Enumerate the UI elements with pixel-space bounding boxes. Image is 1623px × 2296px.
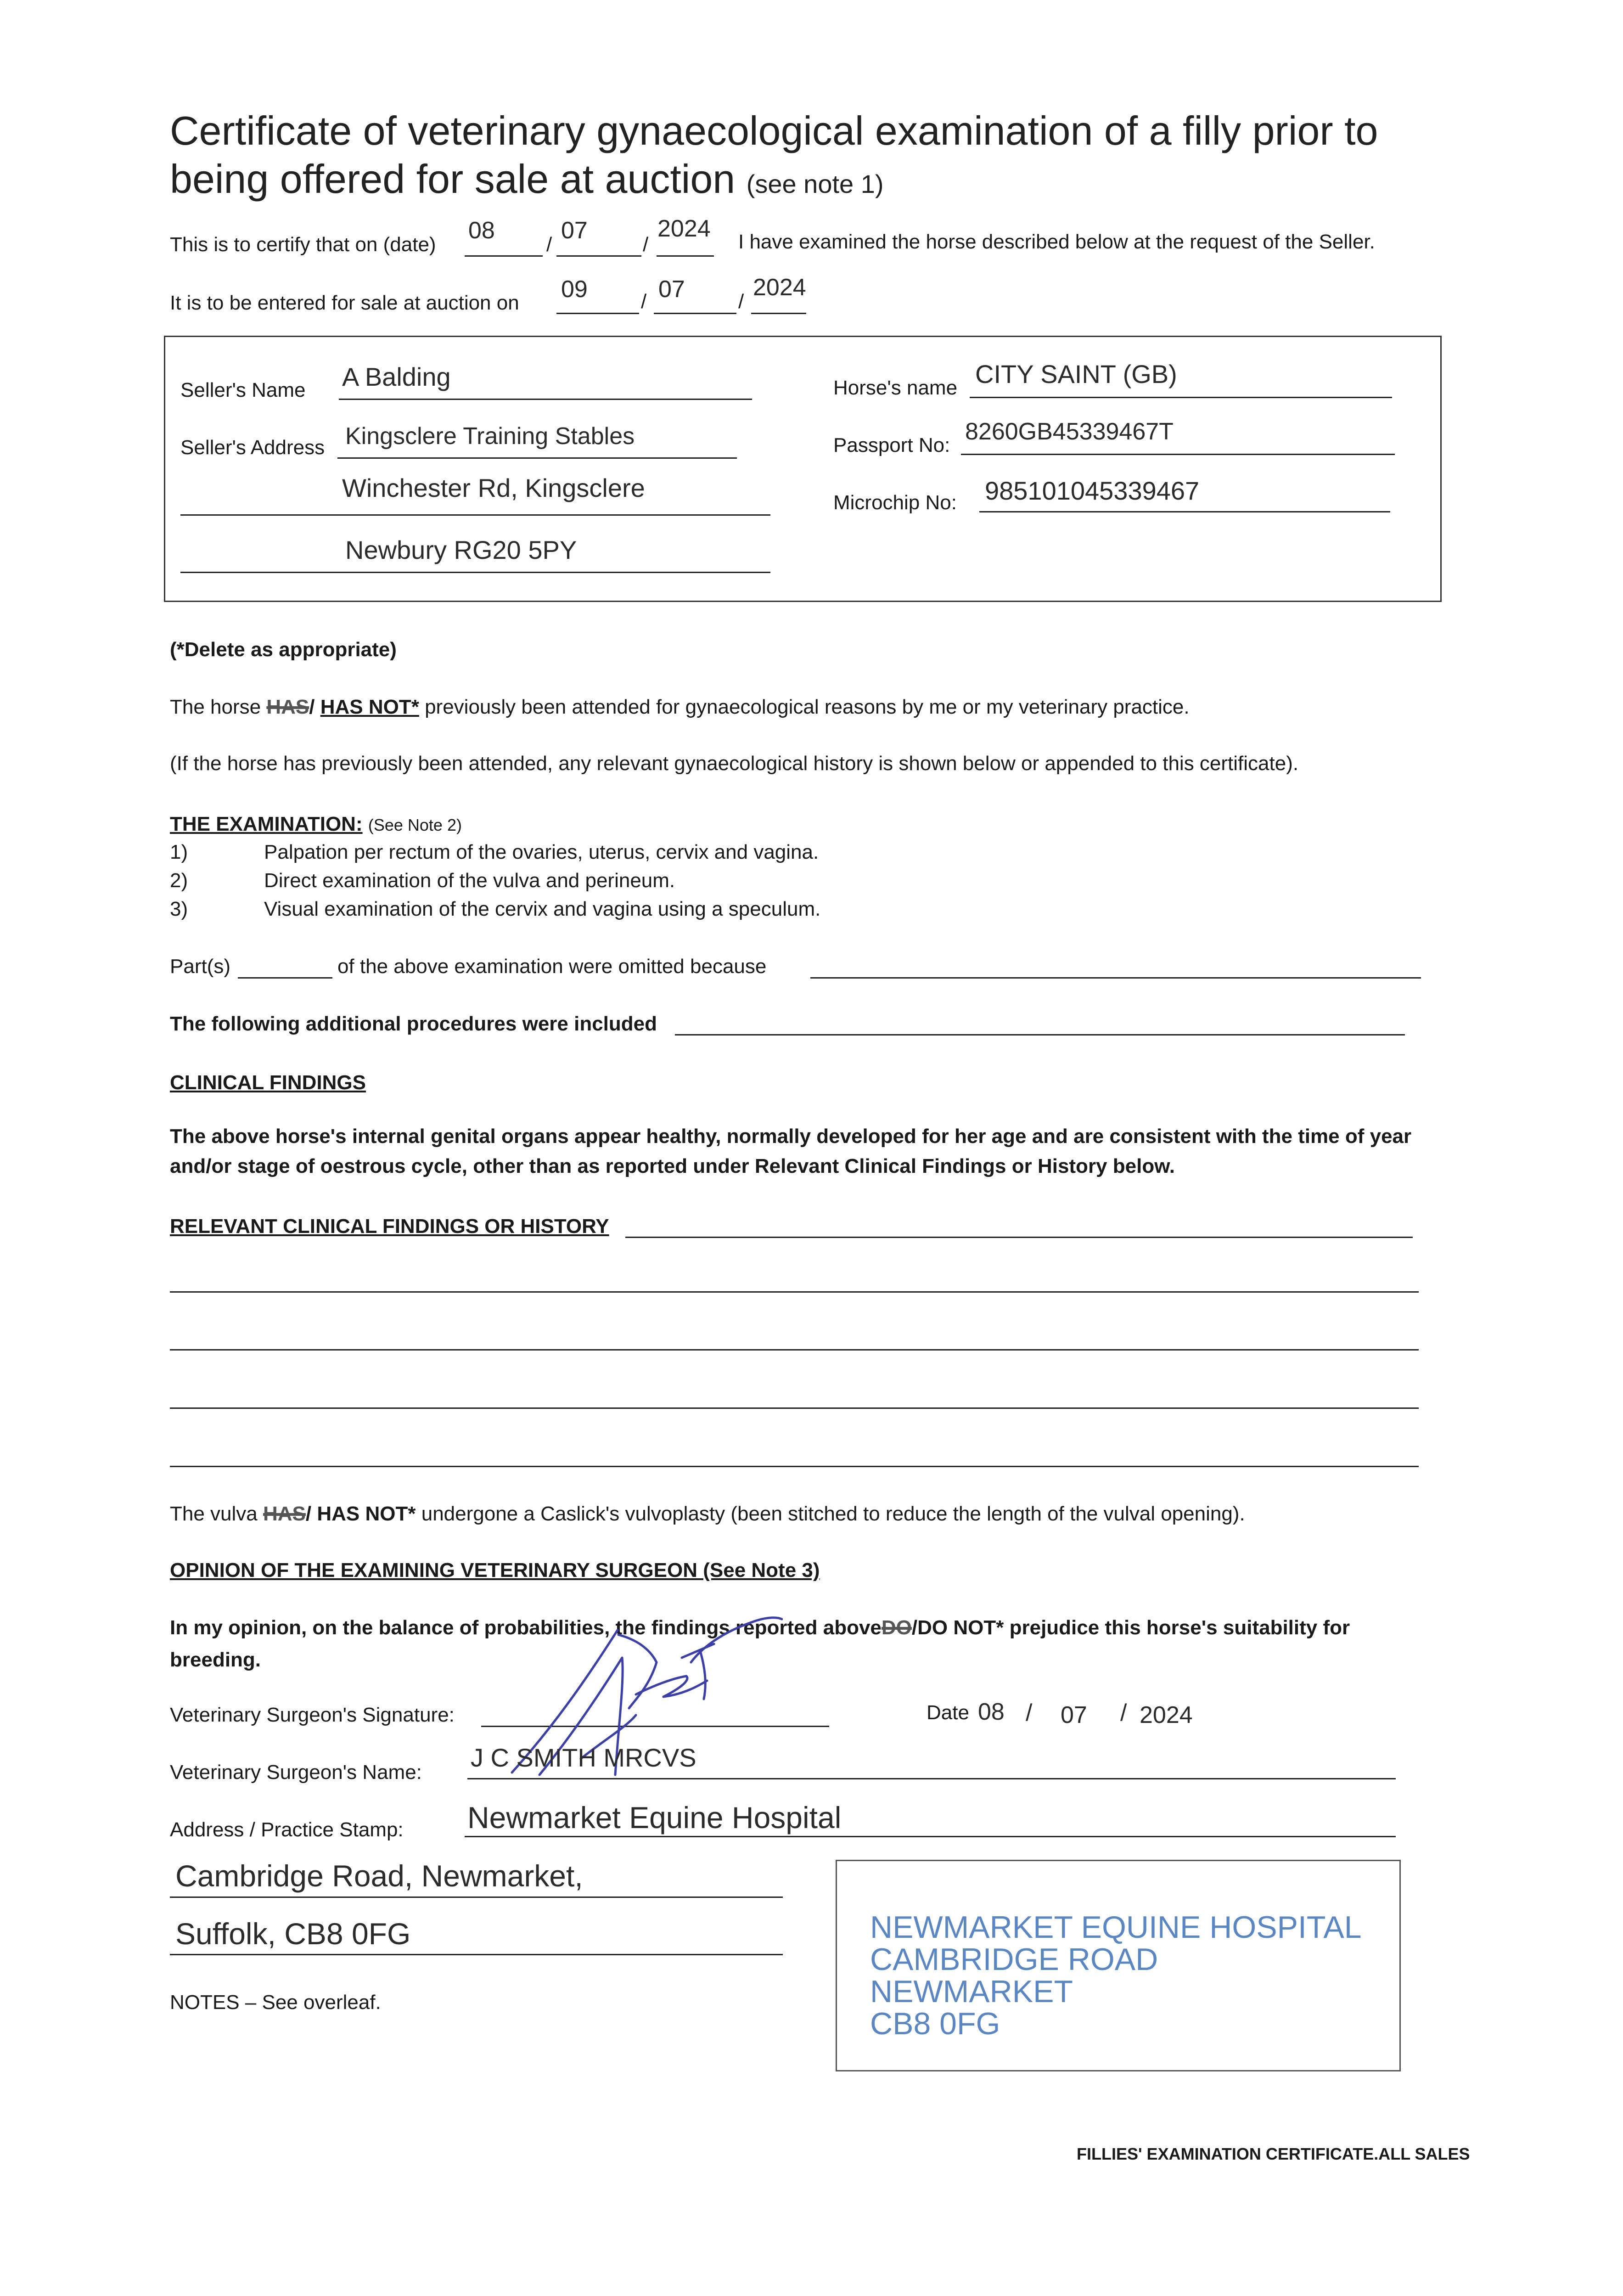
vulva-selected-option: HAS NOT*	[317, 1503, 416, 1525]
seller-address-line-3[interactable]: Newbury RG20 5PY	[345, 535, 577, 564]
microchip-number[interactable]: 985101045339467	[985, 476, 1200, 505]
additional-procedures-field[interactable]	[675, 1034, 1405, 1035]
stamp-line-1: NEWMARKET EQUINE HOSPITAL	[870, 1910, 1362, 1945]
date-day[interactable]: 08	[978, 1699, 1005, 1725]
practice-name[interactable]: Newmarket Equine Hospital	[467, 1801, 842, 1835]
seller-address-line-2[interactable]: Winchester Rd, Kingsclere	[342, 473, 645, 502]
signature-label: Veterinary Surgeon's Signature:	[170, 1704, 455, 1726]
history-note: (If the horse has previously been attended, any relevant gynaecological history is shown below or appended to this certificate).	[170, 752, 1299, 775]
opinion-line-2: breeding.	[170, 1649, 261, 1671]
vulva-suffix: undergone a Caslick's vulvoplasty (been stitched to reduce the length of the vulval opening).	[421, 1503, 1245, 1525]
examination-heading: THE EXAMINATION:	[170, 813, 363, 835]
stamp-line-4: CB8 0FG	[870, 2006, 1000, 2041]
attended-prefix: The horse	[170, 696, 261, 718]
passport-label: Passport No:	[833, 434, 950, 456]
auction-sep-1: /	[641, 290, 647, 313]
address-label: Address / Practice Stamp:	[170, 1818, 404, 1841]
passport-number[interactable]: 8260GB45339467T	[965, 418, 1174, 445]
footer-text: FILLIES' EXAMINATION CERTIFICATE.ALL SALES	[1077, 2144, 1470, 2163]
opinion-slash: /	[911, 1616, 918, 1639]
opinion-suffix: prejudice this horse's suitability for	[1009, 1616, 1350, 1639]
opinion-heading: OPINION OF THE EXAMINING VETERINARY SURGEON (See Note 3)	[170, 1559, 820, 1581]
omitted-prefix: Part(s)	[170, 955, 230, 978]
exam-item-text-2: Direct examination of the vulva and perineum.	[264, 869, 675, 892]
relevant-findings-field-1[interactable]	[625, 1237, 1413, 1238]
examination-note: (See Note 2)	[368, 816, 462, 834]
title-line-1: Certificate of veterinary gynaecological examination of a filly prior to	[170, 108, 1378, 153]
seller-name-label: Seller's Name	[180, 379, 306, 401]
certify-sep-2: /	[643, 233, 649, 256]
omitted-parts-field[interactable]	[238, 977, 332, 979]
exam-item-num-2: 2)	[170, 869, 188, 892]
opinion-prefix: In my opinion, on the balance of probabilities, the findings reported above	[170, 1616, 882, 1639]
horse-name-label: Horse's name	[833, 377, 958, 399]
opinion-struck-option: DO	[881, 1616, 912, 1639]
seller-address-line-1[interactable]: Kingsclere Training Stables	[345, 423, 635, 450]
exam-item-num-1: 1)	[170, 841, 188, 863]
exam-item-text-3: Visual examination of the cervix and vagina using a speculum.	[264, 898, 821, 920]
date-month[interactable]: 07	[1061, 1702, 1087, 1728]
examination-heading-row	[170, 813, 462, 836]
vulva-slash: /	[305, 1503, 312, 1525]
certify-year[interactable]: 2024	[657, 215, 711, 242]
clinical-text-line-1: The above horse's internal genital organs appear healthy, normally developed for her age and are consistent with the time of year	[170, 1125, 1412, 1148]
certify-day[interactable]: 08	[468, 217, 495, 244]
vulva-prefix: The vulva	[170, 1503, 258, 1525]
exam-item-text-1: Palpation per rectum of the ovaries, uterus, cervix and vagina.	[264, 841, 819, 863]
clinical-findings-heading: CLINICAL FINDINGS	[170, 1071, 366, 1094]
additional-procedures-label: The following additional procedures were included	[170, 1013, 657, 1035]
microchip-label: Microchip No:	[833, 491, 957, 514]
seller-name[interactable]: A Balding	[342, 362, 451, 391]
attended-suffix: previously been attended for gynaecological reasons by me or my veterinary practice.	[425, 696, 1190, 718]
clinical-text-line-2: and/or stage of oestrous cycle, other than as reported under Relevant Clinical Findings or History below.	[170, 1155, 1175, 1177]
stamp-line-3: NEWMARKET	[870, 1974, 1073, 2009]
date-sep-2: /	[1120, 1699, 1127, 1726]
certify-prefix: This is to certify that on (date)	[170, 233, 436, 256]
notes-text: NOTES – See overleaf.	[170, 1991, 381, 2014]
auction-prefix: It is to be entered for sale at auction on	[170, 292, 519, 314]
omitted-reason-field[interactable]	[810, 977, 1421, 979]
vulva-struck-option: HAS	[263, 1503, 306, 1525]
practice-address-line-1[interactable]: Cambridge Road, Newmarket,	[175, 1859, 583, 1893]
attended-slash: /	[309, 696, 315, 718]
relevant-findings-field-4[interactable]	[170, 1407, 1419, 1409]
title-note: (see note 1)	[746, 169, 884, 198]
certify-month[interactable]: 07	[561, 217, 588, 244]
delete-note: (*Delete as appropriate)	[170, 638, 397, 661]
exam-item-num-3: 3)	[170, 898, 188, 920]
auction-day[interactable]: 09	[561, 276, 588, 303]
omitted-middle: of the above examination were omitted because	[337, 955, 767, 978]
attended-selected-option: HAS NOT*	[320, 696, 419, 718]
attended-struck-option: HAS	[266, 696, 309, 718]
stamp-line-2: CAMBRIDGE ROAD	[870, 1942, 1158, 1977]
horse-name[interactable]: CITY SAINT (GB)	[975, 360, 1177, 388]
vulva-line	[170, 1503, 1245, 1525]
date-year[interactable]: 2024	[1140, 1702, 1193, 1728]
relevant-findings-field-5[interactable]	[170, 1466, 1419, 1467]
relevant-findings-field-2[interactable]	[170, 1291, 1419, 1293]
seller-address-label: Seller's Address	[180, 436, 325, 459]
date-label: Date	[927, 1701, 969, 1724]
opinion-selected-option: DO NOT*	[917, 1616, 1004, 1639]
title-main: being offered for sale at auction	[170, 156, 736, 202]
auction-year[interactable]: 2024	[753, 274, 806, 301]
certify-sep-1: /	[546, 233, 552, 256]
practice-address-line-2[interactable]: Suffolk, CB8 0FG	[175, 1917, 411, 1951]
auction-month[interactable]: 07	[658, 276, 685, 303]
vet-name-label: Veterinary Surgeon's Name:	[170, 1761, 422, 1784]
vet-name[interactable]: J C SMITH MRCVS	[471, 1743, 696, 1772]
auction-sep-2: /	[738, 290, 744, 313]
relevant-findings-heading: RELEVANT CLINICAL FINDINGS OR HISTORY	[170, 1215, 609, 1238]
relevant-findings-field-3[interactable]	[170, 1349, 1419, 1351]
attended-line	[170, 696, 1190, 719]
title-line-2	[170, 155, 884, 203]
date-sep-1: /	[1026, 1699, 1033, 1726]
certify-suffix: I have examined the horse described below at the request of the Seller.	[738, 231, 1375, 253]
